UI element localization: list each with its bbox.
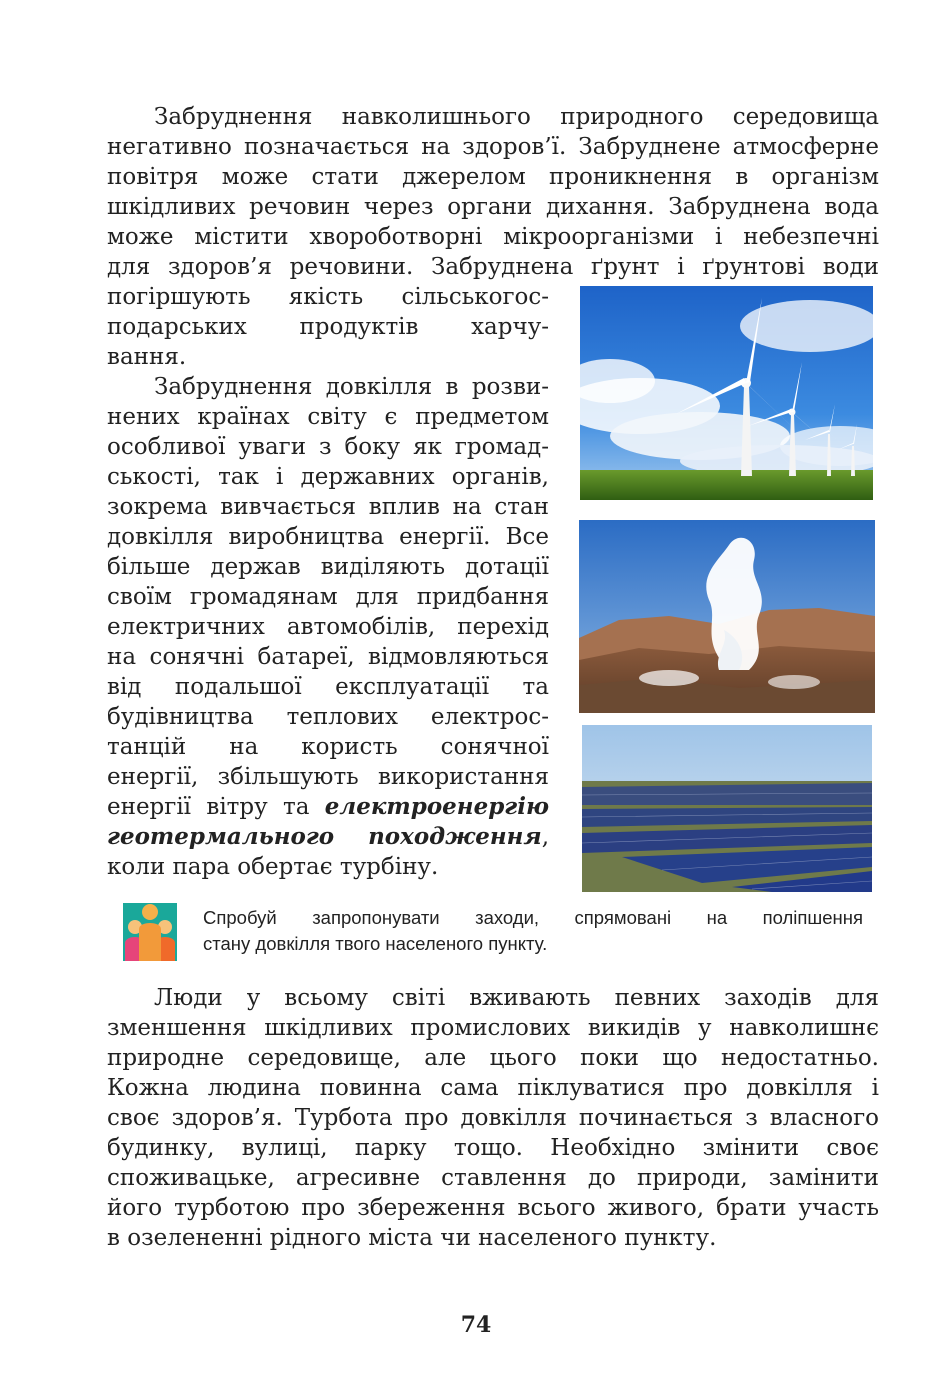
text-line: від подальшої експлуатації та [107,674,549,700]
text-line: своє здоров’я. Турбота про довкілля починається з власного [107,1105,879,1131]
text-line: коли пара обертає турбіну. [107,854,439,880]
wind-turbines-photo [580,286,873,500]
text-line: шкідливих речовин через органи дихання. Забруднена вода [107,194,879,220]
text-line: особливої уваги з боку як громад- [107,434,549,460]
text-line [107,792,549,822]
text-line: Люди у всьому світі вживають певних заходів для [154,985,879,1011]
text-line: енергії, збільшують використання [107,764,549,790]
geothermal-steam-photo [579,520,875,713]
emphasis-term: електроенергію [324,793,549,820]
text-line: вання. [107,344,187,370]
text-line: довкілля виробництва енергії. Все [107,524,549,550]
text-line: зменшення шкідливих промислових викидів у навколишнє [107,1015,879,1041]
text-line: будинку, вулиці, парку тощо. Необхідно змінити своє [107,1135,879,1161]
text-line: зокрема вивчається вплив на стан [107,494,549,520]
text-line: природне середовище, але цього поки що недостатньо. [107,1045,879,1071]
text-line: повітря може стати джерелом проникнення в організм [107,164,879,190]
text-line: стану довкілля твого населеного пункту. [203,933,548,954]
text-line: електричних автомобілів, перехід [107,614,549,640]
text-fragment: , [541,824,549,850]
solar-panels-photo [582,725,872,892]
text-line: Забруднення довкілля в розви- [154,374,549,400]
text-line: подарських продуктів харчу- [107,314,549,340]
paragraph-pollution-health [107,102,879,282]
text-line: більше держав виділяють дотації [107,554,549,580]
paragraph-personal-care [107,983,879,1253]
text-line: Забруднення навколишнього природного середовища [154,104,879,130]
paragraph-pollution-health-cont [107,282,549,372]
text-fragment: енергії вітру та [107,794,325,820]
text-line: будівництва теплових електрос- [107,704,549,730]
text-line: погіршують якість сільськогос- [107,284,549,310]
text-line: ськості, так і державних органів, [107,464,549,490]
text-line: для здоров’я речовини. Забруднена ґрунт і ґрунтові води [107,254,879,280]
text-line: Спробуй запропонувати заходи, спрямовані на поліпшення [203,907,863,928]
emphasis-term: геотермального походження [107,823,542,850]
text-line: Кожна людина повинна сама піклуватися про довкілля і [107,1075,879,1101]
text-line: його турботою про збереження всього живого, брати участь [107,1195,879,1221]
group-people-icon [123,903,177,961]
text-line: нених країнах світу є предметом [107,404,549,430]
text-line: в озелененні рідного міста чи населеного пункту. [107,1225,717,1251]
paragraph-energy [107,372,549,882]
page-number: 74 [460,1312,492,1338]
text-line: негативно позначається на здоров’ї. Забруднене атмосферне [107,134,879,160]
task-prompt [203,905,863,957]
text-line [107,822,549,852]
text-line: споживацьке, агресивне ставлення до природи, замінити [107,1165,879,1191]
text-line: танцій на користь сонячної [107,734,549,760]
text-line: може містити хвороботворні мікроорганізми і небезпечні [107,224,879,250]
text-line: на сонячні батареї, відмовляються [107,644,549,670]
text-line: своїм громадянам для придбання [107,584,549,610]
